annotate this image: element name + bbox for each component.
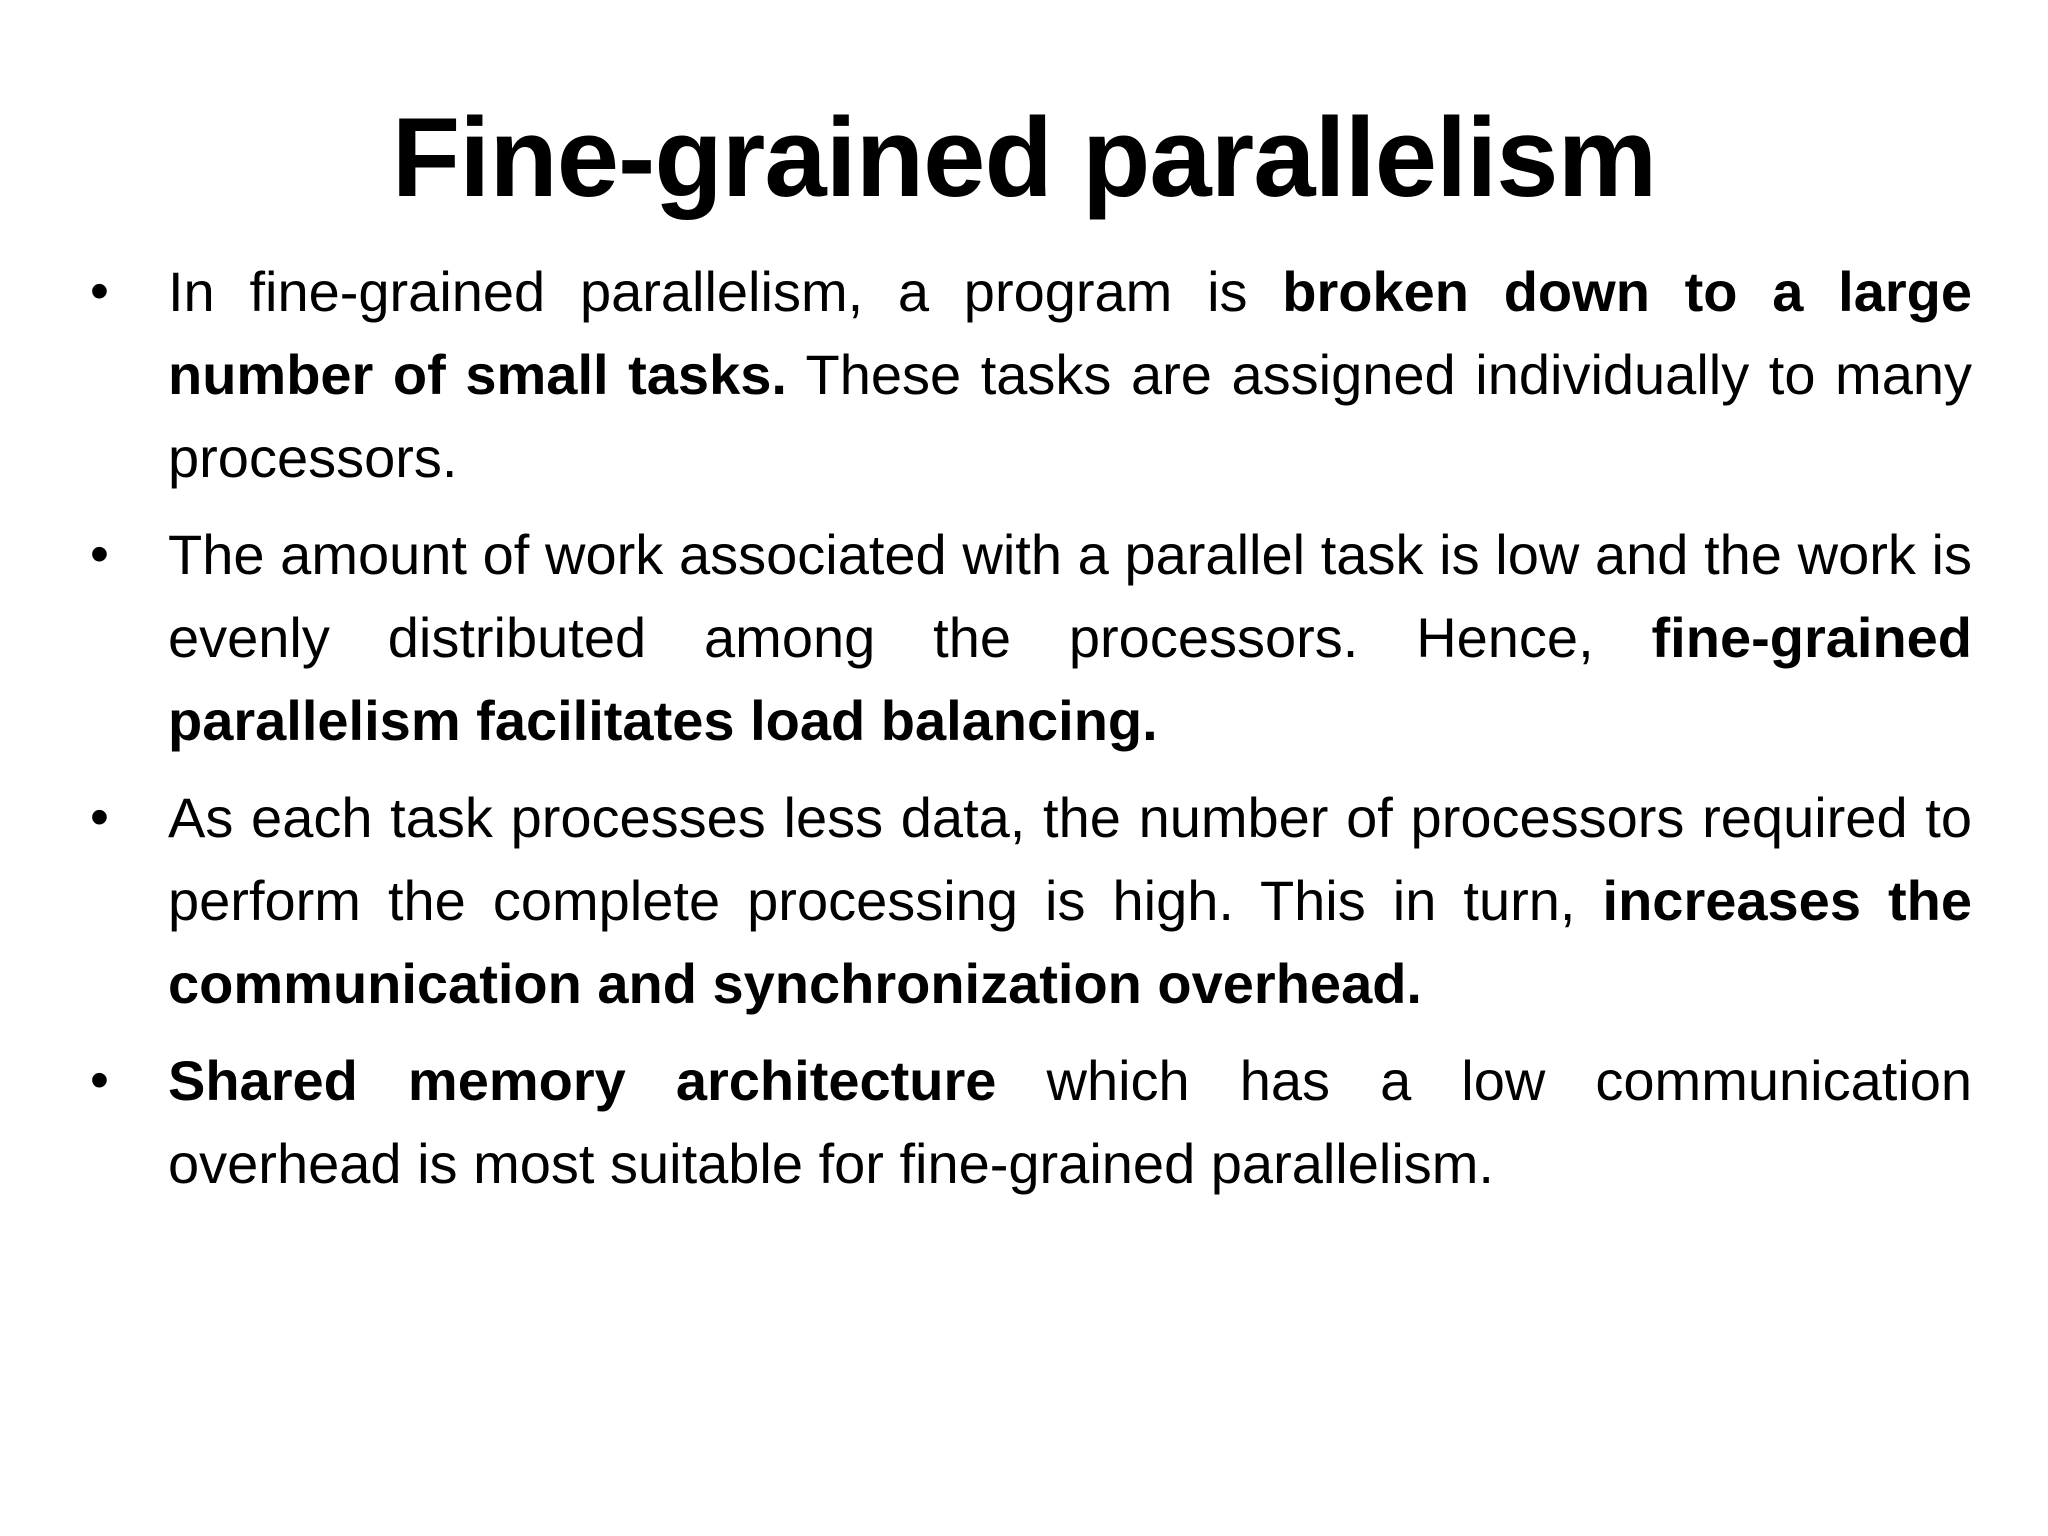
bullet-icon: • [90,524,109,584]
bullet-text-part: As each task processes less data, the number of processors required to perform the complete processing is high. This in turn, [168,786,1972,932]
bullet-text [168,776,1972,1025]
bullet-text-part: The amount of work associated with a parallel task is low and the work is evenly distributed among the processors. Hence, [168,523,1972,669]
bullet-item [84,1039,1972,1205]
bullet-text-bold-part: increases the communication and synchronization overhead. [168,869,1973,1015]
bullet-text-part: In fine-grained parallelism, a program is [168,260,1283,323]
bullet-list [84,250,1972,1219]
bullet-item [84,513,1972,762]
bullet-text-bold-part: fine-grained parallelism facilitates load balancing. [168,606,1972,752]
bullet-icon: • [90,261,109,321]
bullet-text [168,513,1972,762]
bullet-item [84,250,1972,499]
bullet-text-part: These tasks are assigned individually to many processors. [168,343,1972,489]
bullet-text-part: which has a low communication overhead is most suitable for fine-grained parallelism. [168,1049,1973,1195]
bullet-text-bold-part: broken down to a large number of small tasks. [168,260,1972,406]
bullet-text [168,1039,1972,1205]
bullet-text [168,250,1972,499]
bullet-icon: • [90,787,109,847]
bullet-item [84,776,1972,1025]
bullet-icon: • [90,1050,109,1110]
bullet-text-bold-part: Shared memory architecture [168,1049,997,1112]
slide-title: Fine-grained parallelism [391,95,1657,220]
